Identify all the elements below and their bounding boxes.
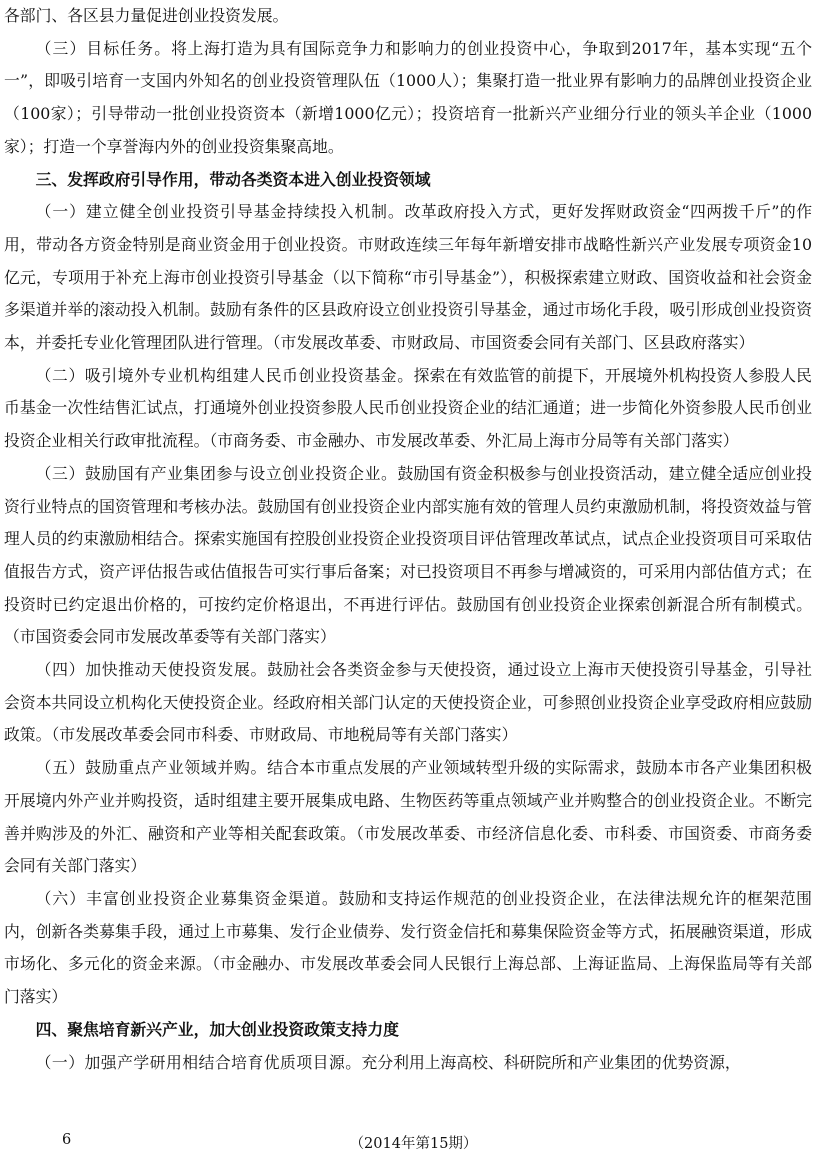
- item-lead: （四）加快推动天使投资发展。: [35, 660, 268, 680]
- item-body: 鼓励国有资金积极参与创业投资活动，建立健全适应创业投资行业特点的国资管理和考核办法。鼓励国有创业投资企业内部实施有效的管理人员约束激励机制，将投资效益与管理人员的约束激励相结合。探索实施国有控股创业投资企业投资项目评估管理改革试点，试点企业投资项目可采取估值报告方式，资产评估报告或估值报告可实行事后备案；对已投资项目不再参与增减资的，可采用内部估值方式；在投资时已约定退出价格的，可按约定价格退出，不再进行评估。鼓励国有创业投资企业探索创新混合所有制模式。（市国资委会同市发展改革委等有关部门落实）: [4, 463, 812, 647]
- paragraph-4-1: [4, 1047, 812, 1080]
- section-heading-4: 四、聚焦培育新兴产业，加大创业投资政策支持力度: [35, 1019, 399, 1039]
- item-body: 鼓励社会各类资金参与天使投资，通过设立上海市天使投资引导基金，引导社会资本共同设立机构化天使投资企业。经政府相关部门认定的天使投资企业，可参照创业投资企业享受政府相应鼓励政策。（市发展改革委会同市科委、市财政局、市地税局等有关部门落实）: [4, 660, 812, 745]
- paragraph-3-4: [4, 654, 812, 752]
- issue-label: （2014年第15期）: [349, 1136, 478, 1152]
- item-lead: （二）吸引境外专业机构组建人民币创业投资基金。: [35, 365, 414, 385]
- item-lead: （一）建立健全创业投资引导基金持续投入机制。: [35, 202, 405, 222]
- paragraph-3-3: [4, 458, 812, 654]
- item-body: 结合本市重点发展的产业领域转型升级的实际需求，鼓励本市各产业集团积极开展境内外产业并购投资，适时组建主要开展集成电路、生物医药等重点领域产业并购整合的创业投资企业。不断完善并购涉及的外汇、融资和产业等相关配套政策。（市发展改革委、市经济信息化委、市科委、市国资委、市商务委会同有关部门落实）: [4, 758, 812, 876]
- item-lead: （三）目标任务。: [35, 38, 172, 58]
- item-lead: （一）加强产学研用相结合培育优质项目源。: [35, 1052, 362, 1072]
- item-body: 充分利用上海高校、科研院所和产业集团的优势资源，: [361, 1052, 741, 1072]
- item-body: 探索在有效监管的前提下，开展境外机构投资人参股人民币基金一次性结售汇试点，打通境外创业投资参股人民币创业投资企业的结汇通道；进一步简化外资参股人民币创业投资企业相关行政审批流程。（市商务委、市金融办、市发展改革委、外汇局上海市分局等有关部门落实）: [4, 365, 812, 451]
- item-body: 鼓励和支持运作规范的创业投资企业，在法律法规允许的框架范围内，创新各类募集手段，通过上市募集、发行企业债券、发行资金信托和募集保险资金等方式，拓展融资渠道，形成市场化、多元化的资金来源。（市金融办、市发展改革委会同人民银行上海总部、上海证监局、上海保监局等有关部门落实）: [4, 888, 812, 1007]
- section-heading-3: 三、发挥政府引导作用，带动各类资本进入创业投资领域: [35, 169, 431, 189]
- body-text: [4, 0, 812, 1079]
- item-lead: （五）鼓励重点产业领域并购。: [35, 758, 268, 778]
- paragraph-3-1: [4, 196, 812, 360]
- page-number: 6: [62, 1132, 72, 1148]
- item-lead: （三）鼓励国有产业集团参与设立创业投资企业。: [35, 463, 398, 483]
- page-footer: [0, 1128, 827, 1158]
- item-body: 改革政府投入方式，更好发挥财政资金“四两拨千斤”的作用，带动各方资金特别是商业资金用于创业投资。市财政连续三年每年新增安排市战略性新兴产业发展专项资金10亿元，专项用于补充上海市创业投资引导基金（以下简称“市引导基金”），积极探索建立财政、国资收益和社会资金多渠道并举的滚动投入机制。鼓励有条件的区县政府设立创业投资引导基金，通过市场化手段，吸引形成创业投资资本，并委托专业化管理团队进行管理。（市发展改革委、市财政局、市国资委会同有关部门、区县政府落实）: [4, 202, 812, 353]
- paragraph-3-5: [4, 752, 812, 883]
- paragraph-goals: [4, 33, 812, 164]
- paragraph-3-2: [4, 360, 812, 458]
- item-lead: （六）丰富创业投资企业募集资金渠道。: [35, 888, 339, 908]
- item-body: 将上海打造为具有国际竞争力和影响力的创业投资中心，争取到2017年，基本实现“五个一”，即吸引培育一支国内外知名的创业投资管理队伍（1000人）；集聚打造一批业界有影响力的品牌创业投资企业（100家）；引导带动一批创业投资资本（新增1000亿元）；投资培育一批新兴产业细分行业的领头羊企业（1000家）；打造一个享誉海内外的创业投资集聚高地。: [4, 38, 812, 156]
- paragraph-3-6: [4, 883, 812, 1014]
- continuation-paragraph: 各部门、各区县力量促进创业投资发展。: [4, 6, 289, 25]
